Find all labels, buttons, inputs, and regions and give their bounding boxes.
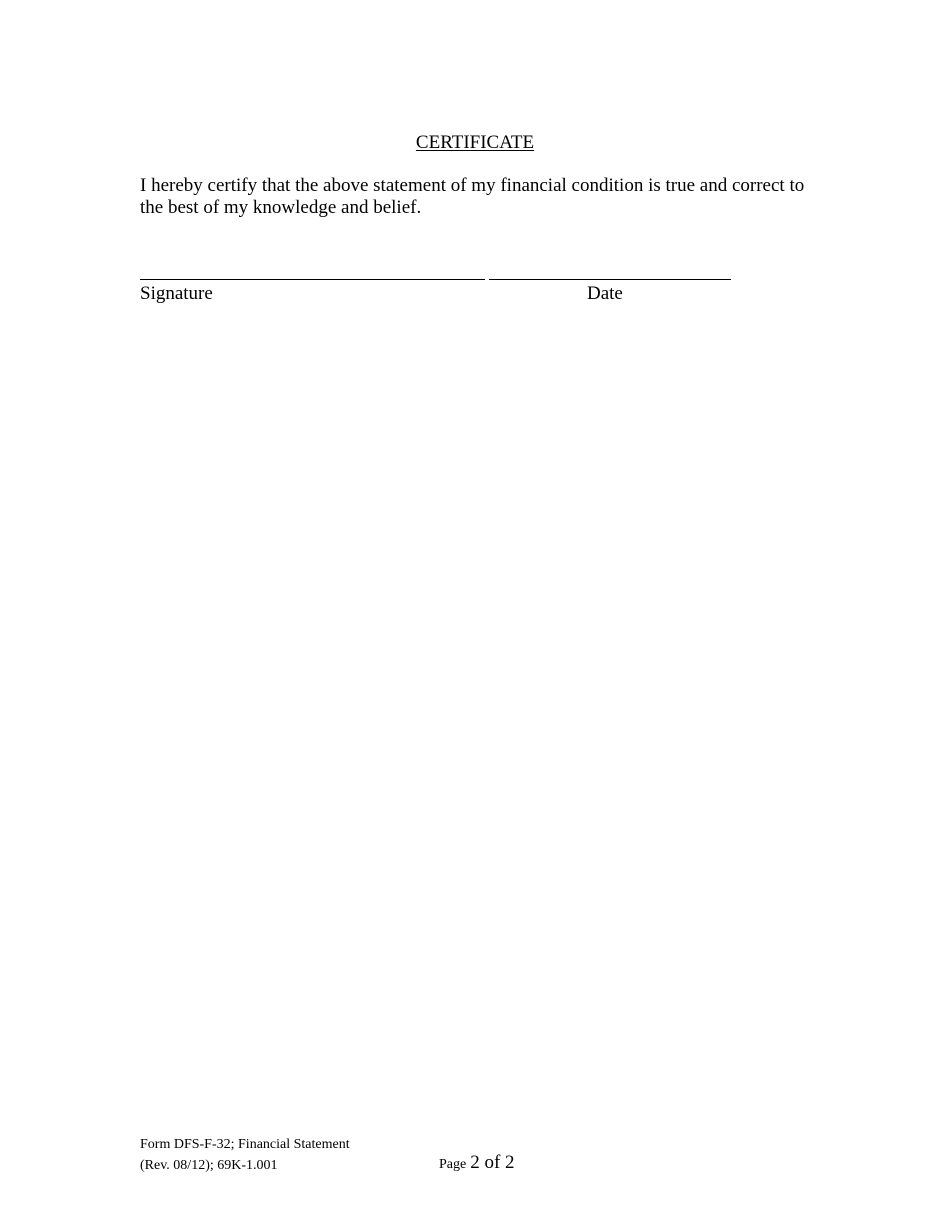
certification-statement: I hereby certify that the above statement of my financial condition is true and correct to the best of my knowledge and belief. [140, 175, 805, 218]
page-number: 2 of 2 [470, 1152, 515, 1173]
certificate-title-text: CERTIFICATE [415, 132, 535, 153]
date-line [489, 279, 731, 280]
date-label: Date [587, 283, 623, 304]
signature-line [140, 279, 485, 280]
footer-form-revision: (Rev. 08/12); 69K-1.001 [140, 1158, 278, 1173]
page-indicator [439, 1151, 515, 1177]
footer-form-info [140, 1134, 350, 1176]
page-word: Page [439, 1157, 467, 1172]
footer-form-name: Form DFS-F-32; Financial Statement [140, 1137, 350, 1152]
signature-label: Signature [140, 283, 213, 304]
certificate-title [0, 131, 950, 155]
